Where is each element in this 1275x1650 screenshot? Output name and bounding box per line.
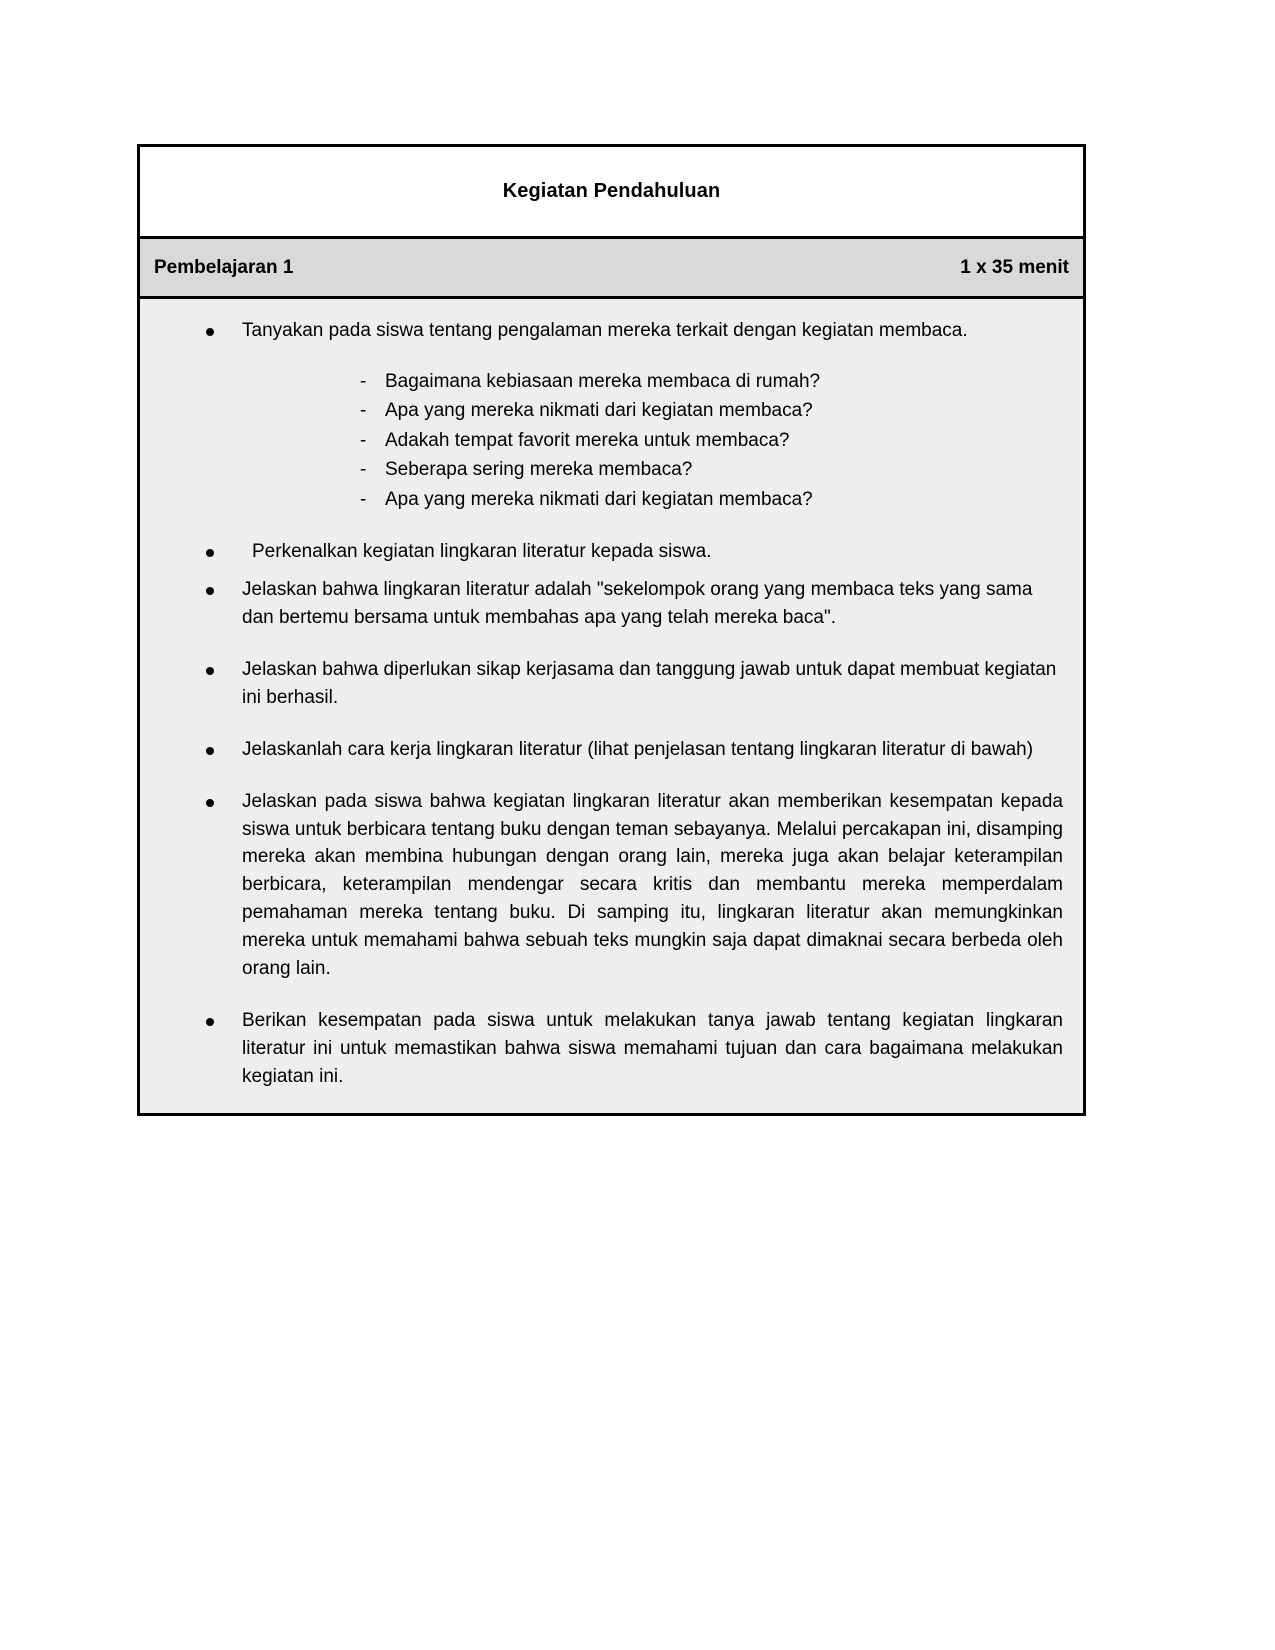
- list-item: [160, 1007, 1063, 1091]
- bullet-dot-icon: [206, 328, 214, 336]
- sub-item-text: Apa yang mereka nikmati dari kegiatan membaca?: [385, 488, 813, 510]
- dash-marker-icon: -: [360, 488, 367, 510]
- lesson-label: Pembelajaran 1: [154, 256, 294, 278]
- bullet-dot-icon: [206, 799, 214, 807]
- dash-marker-icon: -: [360, 370, 367, 392]
- list-item: [160, 736, 1063, 764]
- bullet-dot-icon: [206, 1018, 214, 1026]
- question-sub-list: [242, 367, 1063, 514]
- bullet-dot-icon: [206, 549, 214, 557]
- list-item: [160, 538, 1063, 566]
- list-item: [160, 576, 1063, 632]
- list-item: [242, 367, 1063, 396]
- duration-label: 1 x 35 menit: [960, 256, 1069, 278]
- list-item: [160, 317, 1063, 514]
- sub-item-text: Adakah tempat favorit mereka untuk membaca?: [385, 429, 790, 451]
- dash-marker-icon: -: [360, 459, 367, 481]
- sub-item-text: Apa yang mereka nikmati dari kegiatan membaca?: [385, 400, 813, 422]
- bullet-dot-icon: [206, 667, 214, 675]
- list-item: [242, 426, 1063, 455]
- dash-marker-icon: -: [360, 429, 367, 451]
- table-header-row: [140, 147, 1083, 239]
- bullet-text: Berikan kesempatan pada siswa untuk melakukan tanya jawab tentang kegiatan lingkaran literatur ini untuk memastikan bahwa siswa memahami tujuan dan cara bagaimana melakukan kegiatan ini.: [242, 1010, 1063, 1087]
- bullet-text: Jelaskan bahwa lingkaran literatur adalah "sekelompok orang yang membaca teks yang sama dan bertemu bersama untuk membahas apa yang telah mereka baca".: [242, 579, 1033, 628]
- list-item: [160, 788, 1063, 983]
- bullet-text: Jelaskanlah cara kerja lingkaran literatur (lihat penjelasan tentang lingkaran literatur di bawah): [242, 738, 1034, 760]
- bullet-text: Perkenalkan kegiatan lingkaran literatur kepada siswa.: [252, 541, 712, 563]
- activity-bullet-list: [160, 317, 1063, 1091]
- bullet-dot-icon: [206, 587, 214, 595]
- sub-item-text: Seberapa sering mereka membaca?: [385, 459, 693, 481]
- list-item: [160, 656, 1063, 712]
- list-item: [242, 396, 1063, 425]
- table-body-row: [140, 299, 1083, 1113]
- bullet-text: Tanyakan pada siswa tentang pengalaman mereka terkait dengan kegiatan membaca.: [242, 320, 968, 341]
- list-item: [242, 455, 1063, 484]
- bullet-text: Jelaskan pada siswa bahwa kegiatan lingkaran literatur akan memberikan kesempatan kepada siswa untuk berbicara tentang buku dengan teman sebayanya. Melalui percakapan ini, disamping mereka akan membina hubungan dengan orang lain, mereka juga akan belajar keterampilan berbicara, keterampilan mendengar secara kritis dan membantu mereka memperdalam pemahaman mereka tentang buku. Di samping itu, lingkaran literatur akan memungkinkan mereka untuk memahami bahwa sebuah teks mungkin saja dapat dimaknai secara berbeda oleh orang lain.: [242, 790, 1063, 980]
- dash-marker-icon: -: [360, 400, 367, 422]
- sub-item-text: Bagaimana kebiasaan mereka membaca di rumah?: [385, 370, 821, 392]
- table-meta-row: [140, 239, 1083, 299]
- lesson-plan-table: [137, 144, 1086, 1116]
- list-item: [242, 485, 1063, 514]
- page-title: Kegiatan Pendahuluan: [502, 180, 721, 202]
- bullet-dot-icon: [206, 747, 214, 755]
- bullet-text: Jelaskan bahwa diperlukan sikap kerjasama dan tanggung jawab untuk dapat membuat kegiatan ini berhasil.: [242, 658, 1057, 708]
